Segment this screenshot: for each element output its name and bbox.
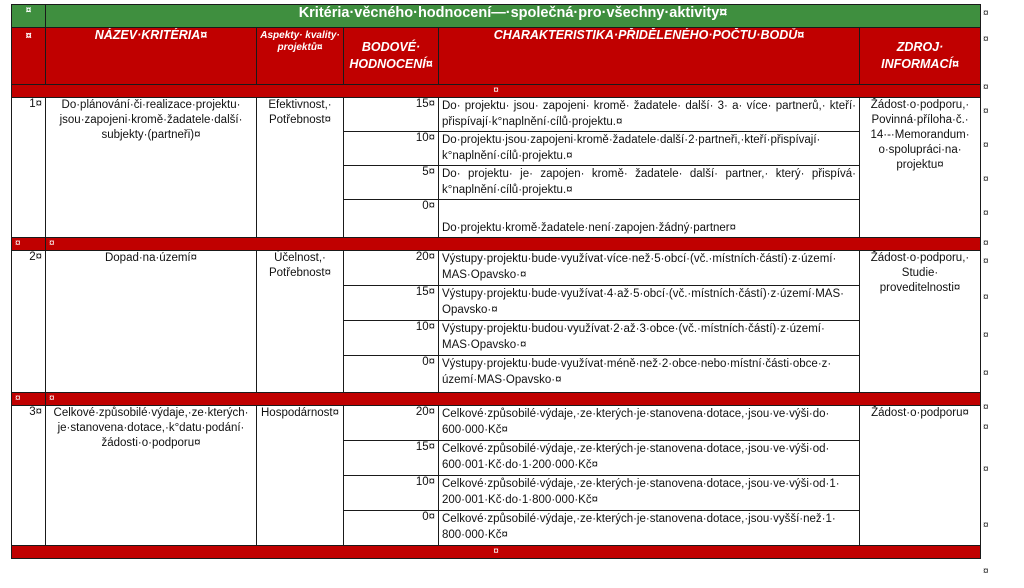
description-cell: Celkové·způsobilé·výdaje,·ze·kterých·je·stanovena·dotace,·jsou·ve·výši·do· 600·000·Kč¤ [439, 406, 860, 441]
header-aspekty: Aspekty· kvality· projektů¤ [257, 28, 344, 85]
separator-mark: ¤ [12, 238, 46, 251]
description-cell: Výstupy·projektu·bude·využívat·méně·než·2·obce·nebo·místní·části·obce·z· území·MAS·Opavsko·¤ [439, 356, 860, 393]
row-end-mark: ¤ [983, 368, 989, 379]
separator-row [12, 393, 981, 406]
score-cell: 20¤ [344, 406, 439, 441]
criterion-row [12, 251, 981, 286]
row-end-mark: ¤ [983, 8, 989, 19]
row-end-mark: ¤ [983, 208, 989, 219]
separator-mark: ¤ [46, 393, 981, 406]
row-end-mark: ¤ [983, 292, 989, 303]
header-charakteristika: CHARAKTERISTIKA·PŘIDĚLENÉHO·POČTU·BODŮ¤ [439, 28, 860, 85]
score-cell: 5¤ [344, 166, 439, 200]
description-cell: Do·projektu·kromě·žadatele·není·zapojen·žádný·partner¤ [439, 200, 860, 238]
row-end-mark: ¤ [983, 140, 989, 151]
row-end-mark: ¤ [983, 82, 989, 93]
header-row [12, 28, 981, 85]
table-title: Kritéria·věcného·hodnocení—·společná·pro·všechny·aktivity¤ [46, 5, 981, 28]
description-cell: Výstupy·projektu·budou·využívat·2·až·3·obce·(vč.·místních·částí)·z·území· MAS·Opavsko·¤ [439, 321, 860, 356]
footer-row [12, 546, 981, 559]
row-end-mark: ¤ [983, 464, 989, 475]
criterion-name: Celkové·způsobilé·výdaje,·ze·kterých· je·stanovena·dotace,·k°datu·podání· žádosti·o·podporu¤ [46, 406, 257, 546]
criterion-aspect: Účelnost,· Potřebnost¤ [257, 251, 344, 393]
row-end-mark: ¤ [983, 330, 989, 341]
score-cell: 20¤ [344, 251, 439, 286]
header-bodove: BODOVÉ· HODNOCENÍ¤ [344, 28, 439, 85]
header-nazev: NÁZEV·KRITÉRIA¤ [46, 28, 257, 85]
score-cell: 0¤ [344, 200, 439, 238]
criterion-source: Žádost·o·podporu,· Povinná·příloha·č.· 14·-·Memorandum· o·spolupráci·na· projektu¤ [860, 98, 981, 238]
description-cell: Do· projektu· je· zapojen· kromě· žadatele· další· partner,· který· přispívá· k°naplnění·cílů·projektu.¤ [439, 166, 860, 200]
score-cell: 15¤ [344, 286, 439, 321]
criterion-name: Do·plánování·či·realizace·projektu· jsou·zapojeni·kromě·žadatele·další· subjekty·(partneři)¤ [46, 98, 257, 238]
row-end-mark: ¤ [983, 106, 989, 117]
description-cell: Celkové·způsobilé·výdaje,·ze·kterých·je·stanovena·dotace,·jsou·vyšší·než·1· 800·000·Kč¤ [439, 511, 860, 546]
header-zdroj: ZDROJ· INFORMACÍ¤ [860, 28, 981, 85]
description-cell: Celkové·způsobilé·výdaje,·ze·kterých·je·stanovena·dotace,·jsou·ve·výši·od·1· 200·001·Kč·do·1·800·000·Kč¤ [439, 476, 860, 511]
score-cell: 15¤ [344, 98, 439, 132]
score-cell: 10¤ [344, 132, 439, 166]
criterion-source: Žádost·o·podporu¤ [860, 406, 981, 546]
criterion-number: 2¤ [12, 251, 46, 393]
score-cell: 15¤ [344, 441, 439, 476]
score-cell: 0¤ [344, 511, 439, 546]
title-cell-num: ¤ [12, 5, 46, 28]
row-end-mark: ¤ [983, 256, 989, 267]
separator-mark: ¤ [12, 85, 981, 98]
description-cell: Výstupy·projektu·bude·využívat·4·až·5·obcí·(vč.·místních·částí)·z·území·MAS· Opavsko·¤ [439, 286, 860, 321]
row-end-mark: ¤ [983, 422, 989, 433]
row-end-mark: ¤ [983, 174, 989, 185]
score-cell: 10¤ [344, 476, 439, 511]
row-end-mark: ¤ [983, 238, 989, 249]
separator-mark: ¤ [12, 393, 46, 406]
header-num: ¤ [12, 28, 46, 85]
criterion-number: 1¤ [12, 98, 46, 238]
description-cell: Do· projektu· jsou· zapojeni· kromě· žadatele· další· 3· a· více· partnerů,· kteří· přispívají·k°naplnění·cílů·projektu.¤ [439, 98, 860, 132]
criterion-aspect: Hospodárnost¤ [257, 406, 344, 546]
footer-mark: ¤ [12, 546, 981, 559]
criterion-aspect: Efektivnost,· Potřebnost¤ [257, 98, 344, 238]
separator-row [12, 85, 981, 98]
title-row [12, 5, 981, 28]
description-cell: Celkové·způsobilé·výdaje,·ze·kterých·je·stanovena·dotace,·jsou·ve·výši·od· 600·001·Kč·do·1·200·000·Kč¤ [439, 441, 860, 476]
score-cell: 10¤ [344, 321, 439, 356]
criterion-row [12, 98, 981, 132]
description-cell: Výstupy·projektu·bude·využívat·více·než·5·obcí·(vč.·místních·částí)·z·území· MAS·Opavsko·¤ [439, 251, 860, 286]
score-cell: 0¤ [344, 356, 439, 393]
row-end-mark: ¤ [983, 520, 989, 531]
criterion-number: 3¤ [12, 406, 46, 546]
criteria-table [11, 4, 981, 559]
separator-row [12, 238, 981, 251]
row-end-mark: ¤ [983, 566, 989, 577]
separator-mark: ¤ [46, 238, 981, 251]
criterion-row [12, 406, 981, 441]
row-end-mark: ¤ [983, 402, 989, 413]
criterion-name: Dopad·na·území¤ [46, 251, 257, 393]
row-end-mark: ¤ [983, 34, 989, 45]
description-cell: Do·projektu·jsou·zapojeni·kromě·žadatele·další·2·partneři,·kteří·přispívají· k°naplnění·cílů·projektu.¤ [439, 132, 860, 166]
document-page [11, 4, 980, 559]
criterion-source: Žádost·o·podporu,· Studie· proveditelnosti¤ [860, 251, 981, 393]
